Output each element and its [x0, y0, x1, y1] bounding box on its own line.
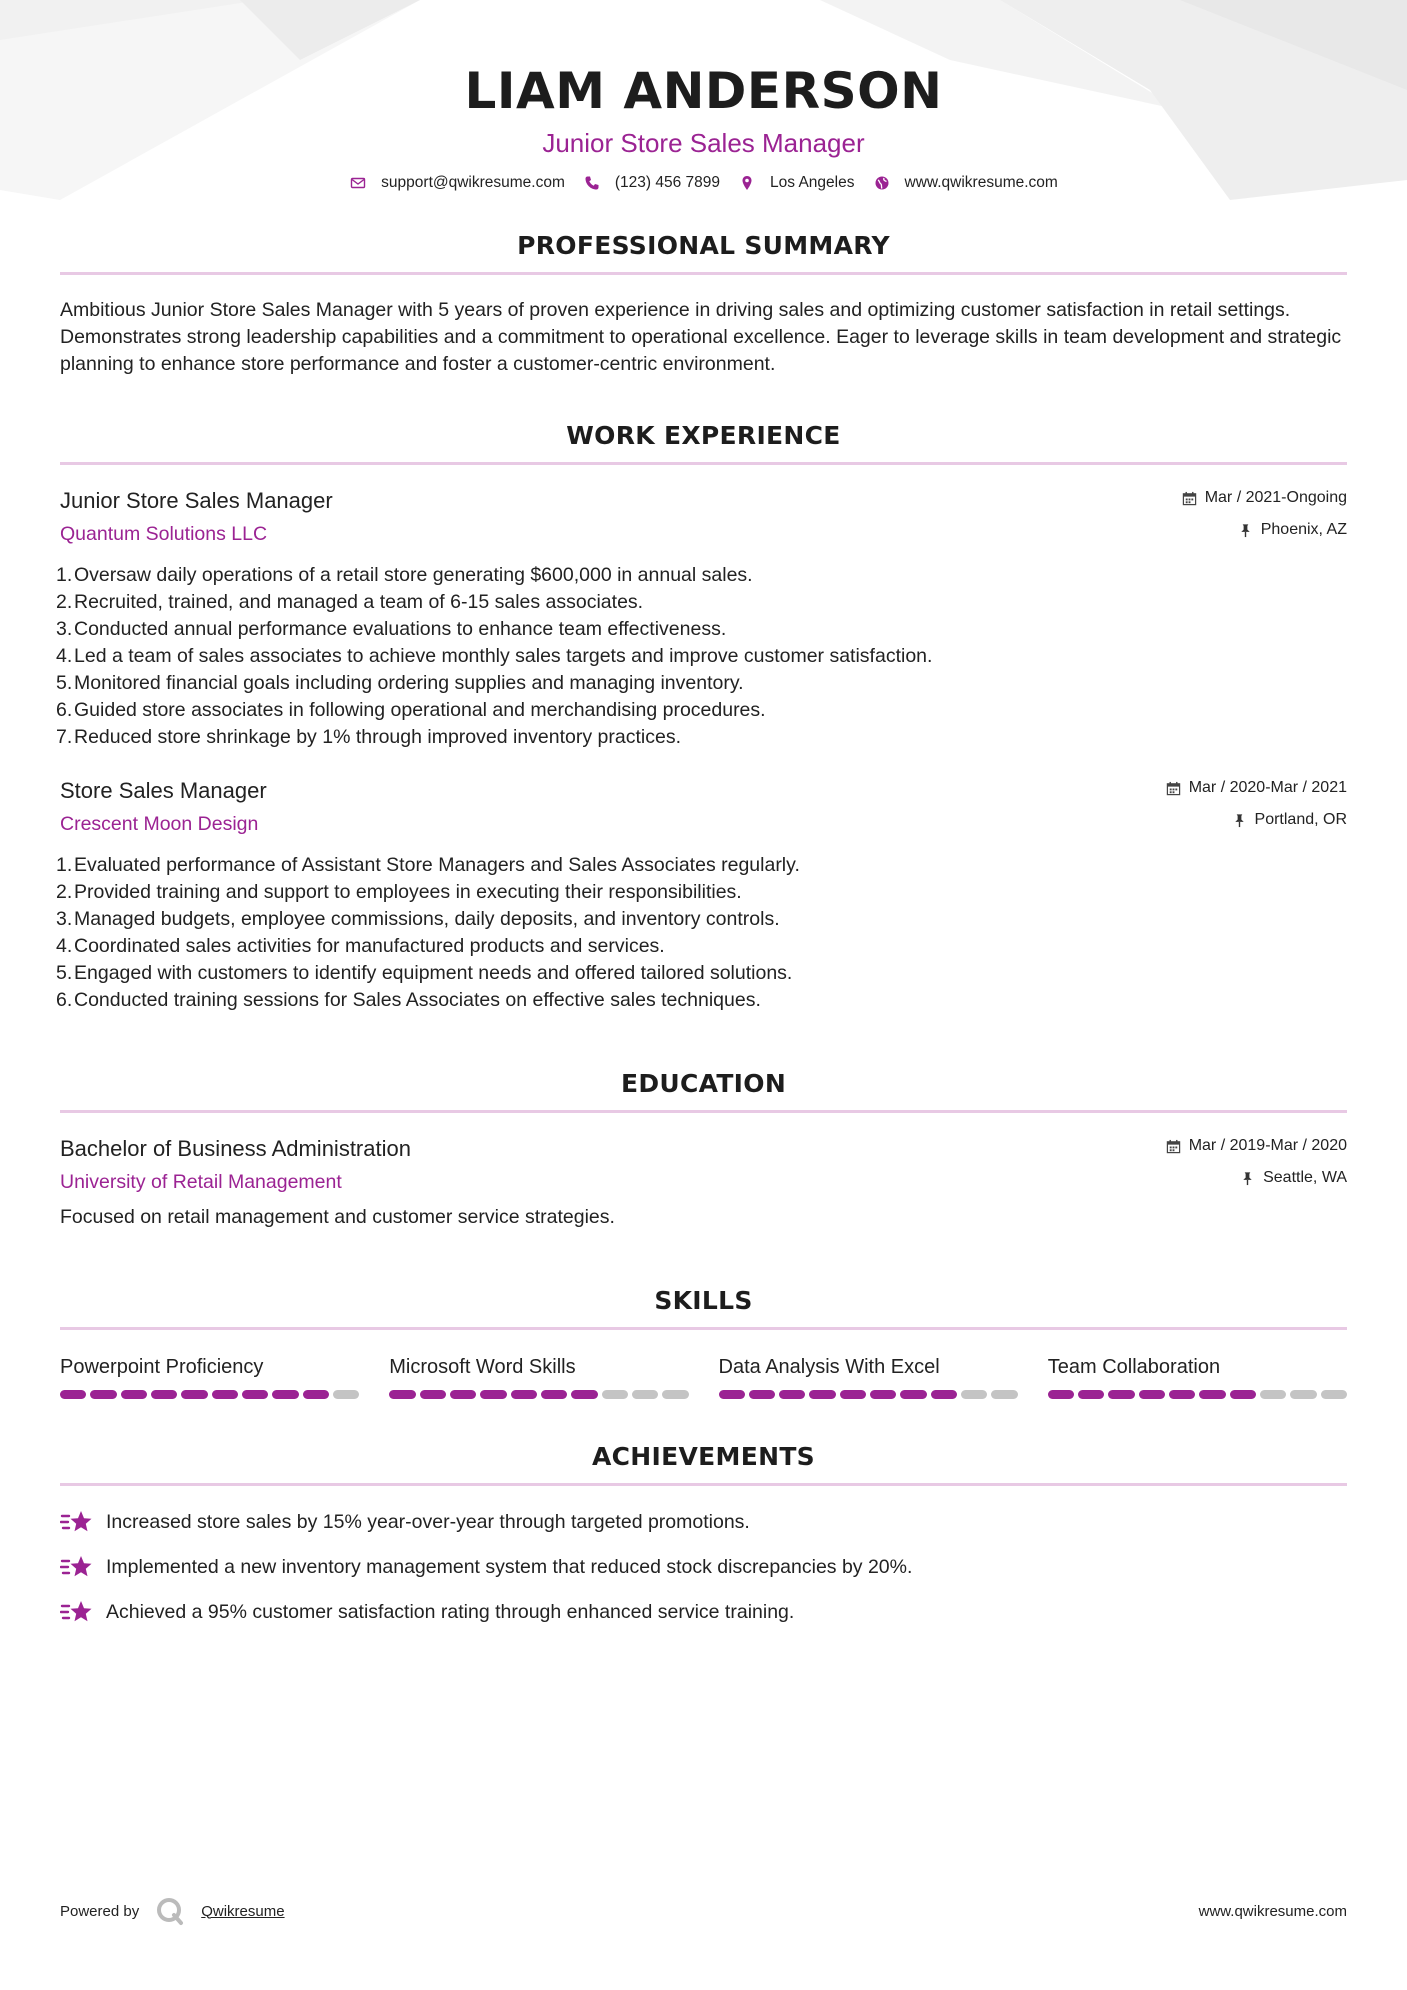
skill-item [719, 1354, 1018, 1399]
skill-level-segment [632, 1390, 658, 1399]
contact-website[interactable] [873, 174, 1058, 192]
duty-number: 4. [56, 935, 73, 957]
duty-number: 2. [56, 881, 73, 903]
page-footer [60, 1896, 1347, 1926]
skill-level-segment [420, 1390, 446, 1399]
skill-level-segment [480, 1390, 506, 1399]
skill-level-segment [719, 1390, 745, 1399]
duty-item [56, 933, 1347, 960]
duty-text: Managed budgets, employee commissions, daily deposits, and inventory controls. [74, 908, 780, 930]
education-section [60, 1068, 1347, 1231]
brand-link[interactable]: Qwikresume [201, 1902, 285, 1920]
calendar-icon [1166, 781, 1181, 796]
duty-item [56, 906, 1347, 933]
job-dates [1182, 487, 1347, 509]
skill-level-bar [389, 1390, 688, 1399]
skill-level-segment [121, 1390, 147, 1399]
summary-text: Ambitious Junior Store Sales Manager with 5 years of proven experience in driving sales and optimizing customer satisfaction in retail settings. Demonstrates strong leadership capabilities and a commitment to operational excellence. Eager to leverage skills in team development and strategic planning to enhance store performance and foster a customer-centric environment. [60, 299, 1342, 375]
globe-icon [873, 174, 891, 192]
skill-level-segment [242, 1390, 268, 1399]
achievement-item [60, 1508, 1347, 1536]
job-entry [56, 777, 1347, 1014]
section-heading: PROFESSIONAL SUMMARY [517, 231, 890, 260]
skill-level-segment [151, 1390, 177, 1399]
skill-list [60, 1354, 1347, 1399]
section-divider [60, 1483, 1347, 1486]
duty-text: Led a team of sales associates to achieve monthly sales targets and improve customer satisfaction. [74, 645, 933, 667]
shooting-star-icon [60, 1553, 94, 1581]
skill-name: Powerpoint Proficiency [60, 1356, 264, 1378]
skill-level-segment [991, 1390, 1017, 1399]
duty-text: Conducted annual performance evaluations to enhance team effectiveness. [74, 618, 727, 640]
duty-text: Reduced store shrinkage by 1% through improved inventory practices. [74, 726, 681, 748]
skill-level-segment [450, 1390, 476, 1399]
duty-number: 5. [56, 962, 73, 984]
location-text: Phoenix, AZ [1260, 521, 1347, 538]
powered-by [60, 1896, 285, 1926]
skill-level-bar [719, 1390, 1018, 1399]
section-divider [60, 272, 1347, 275]
footer-website[interactable]: www.qwikresume.com [1198, 1902, 1347, 1920]
skill-level-segment [1139, 1390, 1165, 1399]
duty-text: Coordinated sales activities for manufactured products and services. [74, 935, 665, 957]
dates-text: Mar / 2021-Ongoing [1204, 489, 1347, 506]
duty-text: Monitored financial goals including ordering supplies and managing inventory. [74, 672, 744, 694]
job-entry [56, 487, 1347, 751]
email-text: support@qwikresume.com [381, 174, 565, 191]
school-name: University of Retail Management [60, 1171, 342, 1193]
skill-level-segment [602, 1390, 628, 1399]
pushpin-icon [1232, 813, 1247, 828]
achievements-section [60, 1441, 1347, 1626]
skill-level-segment [60, 1390, 86, 1399]
skill-level-segment [272, 1390, 298, 1399]
location-text: Los Angeles [770, 174, 855, 191]
skill-level-segment [662, 1390, 688, 1399]
skill-level-segment [303, 1390, 329, 1399]
duty-text: Oversaw daily operations of a retail store generating $600,000 in annual sales. [74, 564, 753, 586]
skill-level-segment [511, 1390, 537, 1399]
skill-level-segment [1260, 1390, 1286, 1399]
section-heading: ACHIEVEMENTS [592, 1442, 815, 1471]
pushpin-icon [1240, 1171, 1255, 1186]
skills-section [60, 1285, 1347, 1399]
duty-number: 1. [56, 854, 73, 876]
skill-level-segment [931, 1390, 957, 1399]
summary-section [60, 230, 1347, 378]
job-location [1182, 519, 1347, 541]
qwikresume-logo-icon [155, 1896, 185, 1926]
powered-by-label: Powered by [60, 1902, 140, 1920]
achievement-item [60, 1598, 1347, 1626]
skill-level-segment [571, 1390, 597, 1399]
dates-text: Mar / 2019-Mar / 2020 [1188, 1137, 1347, 1154]
duty-number: 6. [56, 989, 73, 1011]
skill-level-segment [809, 1390, 835, 1399]
experience-section [56, 420, 1347, 1014]
skill-level-segment [333, 1390, 359, 1399]
achievement-item [60, 1553, 1347, 1581]
duty-number: 6. [56, 699, 73, 721]
skill-level-segment [1321, 1390, 1347, 1399]
skill-level-segment [749, 1390, 775, 1399]
duty-item [56, 643, 1347, 670]
shooting-star-icon [60, 1508, 94, 1536]
achievement-text: Achieved a 95% customer satisfaction rating through enhanced service training. [106, 1600, 795, 1623]
skill-item [389, 1354, 688, 1399]
duty-item [56, 562, 1347, 589]
envelope-icon [349, 174, 367, 192]
duty-text: Guided store associates in following operational and merchandising procedures. [74, 699, 766, 721]
duty-text: Engaged with customers to identify equipment needs and offered tailored solutions. [74, 962, 793, 984]
shooting-star-icon [60, 1598, 94, 1626]
duty-item [56, 852, 1347, 879]
job-role: Store Sales Manager [60, 778, 267, 803]
duty-number: 3. [56, 908, 73, 930]
phone-text: (123) 456 7899 [614, 174, 721, 191]
skill-level-segment [389, 1390, 415, 1399]
section-heading: SKILLS [654, 1286, 753, 1315]
duty-item [56, 960, 1347, 987]
skill-level-segment [1199, 1390, 1225, 1399]
skill-level-segment [840, 1390, 866, 1399]
section-heading: EDUCATION [620, 1069, 787, 1098]
resume-header [60, 0, 1347, 192]
job-list [56, 487, 1347, 1014]
duty-number: 7. [56, 726, 73, 748]
contact-location [738, 174, 854, 192]
skill-level-segment [1290, 1390, 1316, 1399]
job-company: Crescent Moon Design [60, 813, 259, 835]
duty-number: 5. [56, 672, 73, 694]
duty-number: 3. [56, 618, 73, 640]
skill-level-segment [900, 1390, 926, 1399]
duty-item [56, 697, 1347, 724]
skill-level-segment [1108, 1390, 1134, 1399]
duty-list [56, 852, 1347, 1014]
duty-item [56, 616, 1347, 643]
phone-icon [583, 174, 601, 192]
skill-level-segment [779, 1390, 805, 1399]
skill-name: Microsoft Word Skills [389, 1356, 576, 1378]
skill-level-segment [212, 1390, 238, 1399]
contact-email[interactable] [349, 174, 565, 192]
achievement-text: Increased store sales by 15% year-over-year through targeted promotions. [106, 1510, 750, 1533]
duty-item [56, 724, 1347, 751]
job-role: Junior Store Sales Manager [60, 488, 333, 513]
contact-row [60, 174, 1347, 192]
skill-level-segment [870, 1390, 896, 1399]
calendar-icon [1166, 1139, 1181, 1154]
job-company: Quantum Solutions LLC [60, 523, 268, 545]
skill-level-segment [181, 1390, 207, 1399]
duty-number: 2. [56, 591, 73, 613]
education-dates [1166, 1135, 1347, 1157]
section-divider [60, 1327, 1347, 1330]
skill-name: Data Analysis With Excel [718, 1356, 940, 1378]
skill-name: Team Collaboration [1047, 1356, 1221, 1378]
duty-number: 4. [56, 645, 73, 667]
skill-level-segment [1078, 1390, 1104, 1399]
map-pin-icon [738, 174, 756, 192]
degree-name: Bachelor of Business Administration [60, 1136, 411, 1161]
job-location [1166, 809, 1347, 831]
candidate-title: Junior Store Sales Manager [542, 128, 865, 158]
education-entry [60, 1135, 1347, 1231]
location-text: Portland, OR [1254, 811, 1347, 828]
education-description: Focused on retail management and customer service strategies. [60, 1206, 615, 1228]
section-divider [60, 1110, 1347, 1113]
achievement-list [60, 1508, 1347, 1626]
skill-level-segment [1230, 1390, 1256, 1399]
duty-text: Evaluated performance of Assistant Store Managers and Sales Associates regularly. [74, 854, 800, 876]
skill-level-bar [1048, 1390, 1347, 1399]
skill-level-segment [961, 1390, 987, 1399]
duty-number: 1. [56, 564, 73, 586]
contact-phone[interactable] [583, 174, 720, 192]
achievement-text: Implemented a new inventory management system that reduced stock discrepancies by 20%. [106, 1555, 913, 1578]
job-dates [1166, 777, 1347, 799]
skill-level-segment [541, 1390, 567, 1399]
education-location [1166, 1167, 1347, 1189]
skill-level-segment [1048, 1390, 1074, 1399]
calendar-icon [1182, 491, 1197, 506]
skill-level-segment [90, 1390, 116, 1399]
duty-item [56, 879, 1347, 906]
skill-item [1048, 1354, 1347, 1399]
duty-item [56, 589, 1347, 616]
website-text: www.qwikresume.com [904, 174, 1058, 191]
duty-list [56, 562, 1347, 751]
section-divider [60, 462, 1347, 465]
duty-text: Conducted training sessions for Sales Associates on effective sales techniques. [74, 989, 761, 1011]
skill-item [60, 1354, 359, 1399]
location-text: Seattle, WA [1263, 1169, 1347, 1186]
dates-text: Mar / 2020-Mar / 2021 [1188, 779, 1347, 796]
skill-level-bar [60, 1390, 359, 1399]
pushpin-icon [1238, 523, 1253, 538]
duty-text: Provided training and support to employees in executing their responsibilities. [74, 881, 742, 903]
duty-item [56, 987, 1347, 1014]
candidate-name: LIAM ANDERSON [464, 62, 943, 120]
section-heading: WORK EXPERIENCE [566, 421, 841, 450]
skill-level-segment [1169, 1390, 1195, 1399]
duty-item [56, 670, 1347, 697]
duty-text: Recruited, trained, and managed a team of 6-15 sales associates. [74, 591, 644, 613]
